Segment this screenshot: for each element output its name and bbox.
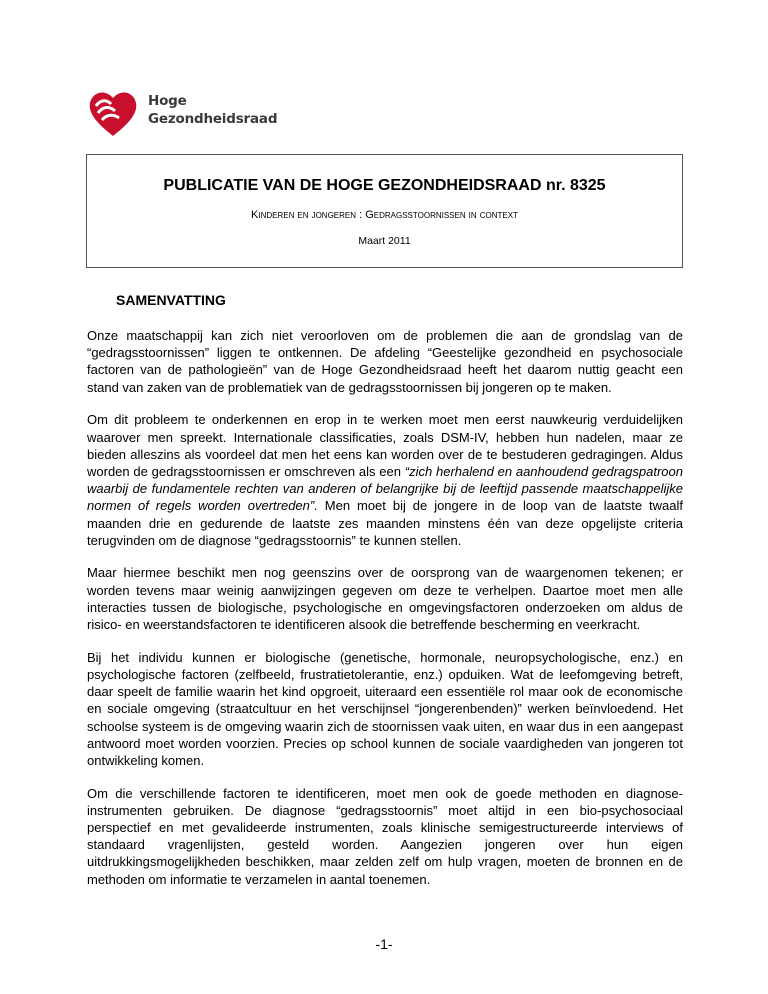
- hoge-gezondheidsraad-logo: [86, 86, 286, 142]
- publication-date: Maart 2011: [358, 235, 411, 247]
- summary-body: [87, 327, 683, 903]
- logo-wordmark: [148, 92, 277, 128]
- heart-logo-icon: [86, 86, 140, 140]
- publication-subtitle-text: Kinderen en jongeren : Gedragsstoornissen in context: [251, 209, 518, 221]
- paragraph-5: Om die verschillende factoren te identificeren, moet men ook de goede methoden en diagnose-instrumenten gebruiken. De diagnose “gedragsstoornis” moet altijd in een bio-psychosociaal perspectief en met gevalideerde instrumenten, zoals klinische semigestructureerde interviews of standaard vragenlijsten, gesteld worden. Aangezien jongeren over hun eigen uitdrukkingsmogelijkheden beschikken, maar zelden zelf om hulp vragen, moeten de bronnen en de methoden om informatie te verzamelen in aantal toenemen.: [87, 785, 683, 887]
- paragraph-4: Bij het individu kunnen er biologische (genetische, hormonale, neuropsychologische, enz.) en psychologische factoren (zelfbeeld, frustratietolerantie, enz.) opduiken. Wat de leefomgeving betreft, daar speelt de familie waarin het kind opgroeit, uiteraard een essentiële rol maar ook de economische en sociale omgeving (straatcultuur en het verschijnsel “jongerenbenden)” werken beïnvloedend. Het schoolse systeem is de omgeving waarin zich de stoornissen vaak uiten, en waar dus in een aangepast antwoord moet worden voorzien. Precies op school kunnen de sociale vaardigheden van jongeren tot ontwikkeling komen.: [87, 649, 683, 768]
- publication-title: PUBLICATIE VAN DE HOGE GEZONDHEIDSRAAD nr. 8325: [163, 177, 606, 194]
- paragraph-2: [87, 411, 683, 549]
- publication-header-box: [86, 154, 683, 268]
- paragraph-2-quote: “zich herhalend en aanhoudend gedragspatroon waarbij de fundamentele rechten van anderen of belangrijke bij de leeftijd passende maatschappelijke normen of regels worden overtreden”.: [87, 463, 684, 514]
- publication-subtitle: [87, 209, 682, 221]
- logo-line-1: Hoge: [148, 93, 187, 109]
- section-heading: SAMENVATTING: [116, 292, 226, 308]
- paragraph-3: Maar hiermee beschikt men nog geenszins over de oorsprong van de waargenomen tekenen; er worden tevens maar weinig aanwijzingen gegeven om deze te verhelpen. Daartoe moet men alle interacties tussen de biologische, psychologische en omgevingsfactoren onderzoeken om aldus de risico- en weerstandsfactoren te identificeren alsook die betreffende bescherming en veerkracht.: [87, 565, 683, 633]
- paragraph-1: Onze maatschappij kan zich niet veroorloven om de problemen die aan de grondslag van de “gedragsstoornissen” liggen te ontkennen. De afdeling “Geestelijke gezondheid en psychosociale factoren van de pathologieën” van de Hoge Gezondheidsraad heeft het daarom nuttig geacht een stand van zaken van de problematiek van de gedragsstoornissen bij jongeren op te maken.: [87, 328, 683, 395]
- logo-line-2: Gezondheidsraad: [148, 111, 278, 127]
- paragraph-2-start: Om dit probleem te onderkennen en erop in te werken moet men eerst nauwkeurig verduidelijken waarover men spreekt. Internationale classificaties, zoals DSM-IV, hebben hun nadelen, maar ze bieden alleszins als voordeel dat men het eens kan worden over de te bestuderen gedragingen. Aldus worden de gedragsstoornissen er omschreven als een: [87, 412, 683, 479]
- page-number: -1-: [375, 936, 393, 952]
- paragraph-2-end: Men moet bij de jongere in de loop van de laatste twaalf maanden drie en gedurende de laatste zes maanden minstens één van deze opgelijste criteria terugvinden om de diagnose “gedragsstoornis” te kunnen stellen.: [87, 498, 683, 548]
